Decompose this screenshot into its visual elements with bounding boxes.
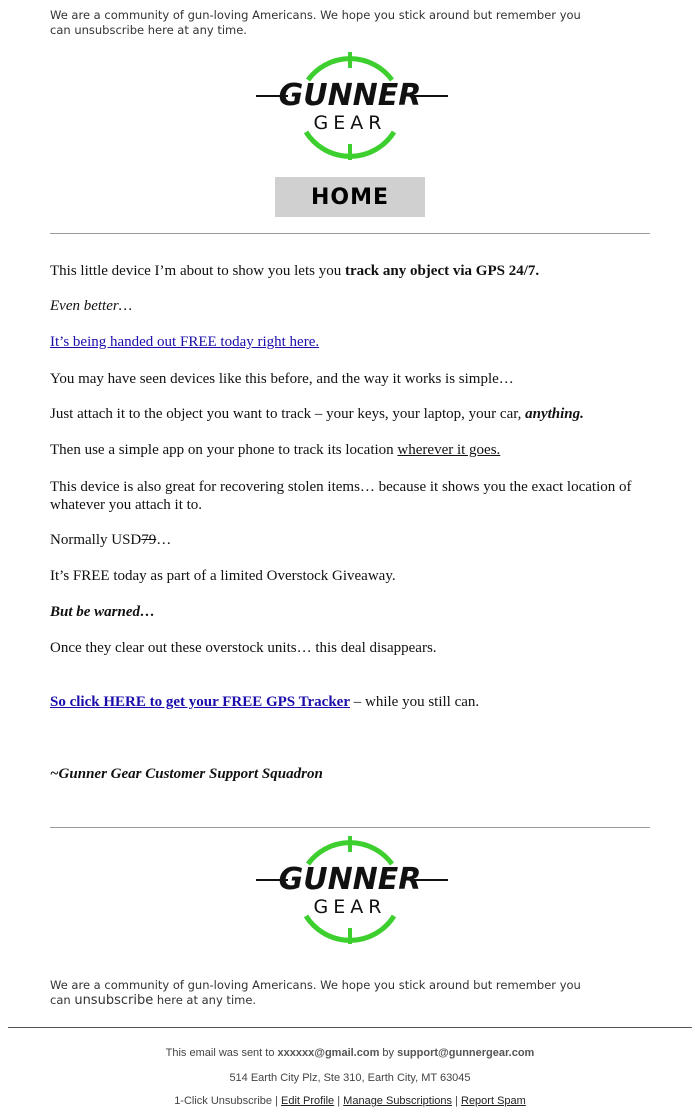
logo-word-gear: GEAR: [313, 112, 387, 134]
footer-sent-to: This email was sent to xxxxxx@gmail.com by support@gunnergear.com: [165, 1047, 535, 1059]
report-spam-link[interactable]: Report Spam: [461, 1095, 526, 1107]
logo-word-gunner: GUNNER: [278, 862, 422, 897]
paragraph-intro: This little device I’m about to show you lets you track any object via GPS 24/7.: [50, 263, 540, 279]
paragraph-app: Then use a simple app on your phone to track its location wherever it goes.: [50, 442, 501, 458]
unsubscribe-link[interactable]: unsubscribe: [74, 993, 154, 1008]
manage-subscriptions-link[interactable]: Manage Subscriptions: [343, 1095, 453, 1107]
header-note: We are a community of gun-loving Americans. We hope you stick around but remember you can unsubscribe here at any time.: [50, 8, 581, 37]
footer-note: We are a community of gun-loving Americans. We hope you stick around but remember you can unsubscribe here at any time.: [50, 978, 581, 1008]
footer-address: 514 Earth City Plz, Ste 310, Earth City, MT 63045: [229, 1072, 471, 1084]
paragraph-price: Normally USD79…: [50, 532, 172, 548]
paragraph-attach: Just attach it to the object you want to track – your keys, your laptop, your car, anything.: [50, 406, 584, 422]
paragraph-devices: You may have seen devices like this before, and the way it works is simple…: [50, 371, 514, 387]
divider: [50, 827, 650, 828]
paragraph-giveaway: It’s FREE today as part of a limited Overstock Giveaway.: [50, 568, 396, 584]
free-offer-link[interactable]: It’s being handed out FREE today right here.: [50, 334, 320, 350]
home-button[interactable]: HOME: [275, 177, 425, 217]
paragraph-free-link: [50, 333, 640, 351]
logo-word-gunner: GUNNER: [278, 78, 422, 113]
signature: ~Gunner Gear Customer Support Squadron: [50, 766, 323, 782]
gps-tracker-link[interactable]: So click HERE to get your FREE GPS Tracker: [50, 694, 350, 710]
gunner-gear-logo-footer: [248, 834, 452, 946]
logo-word-gear: GEAR: [313, 896, 387, 918]
footer-links: 1-Click Unsubscribe | Edit Profile | Manage Subscriptions | Report Spam: [174, 1095, 526, 1107]
paragraph-stolen: This device is also great for recovering stolen items… because it shows you the exact location of whatever you attach it to.: [50, 479, 632, 513]
edit-profile-link[interactable]: Edit Profile: [280, 1095, 335, 1107]
footer-divider: [8, 1027, 692, 1028]
paragraph-warned: But be warned…: [50, 604, 156, 620]
one-click-unsubscribe[interactable]: 1-Click Unsubscribe: [174, 1095, 272, 1107]
divider: [50, 233, 650, 234]
paragraph-cta: So click HERE to get your FREE GPS Tracker – while you still can.: [50, 694, 480, 710]
paragraph-clear-out: Once they clear out these overstock units… this deal disappears.: [50, 640, 437, 656]
gunner-gear-logo: [248, 50, 452, 162]
paragraph-even-better: Even better…: [50, 298, 133, 314]
